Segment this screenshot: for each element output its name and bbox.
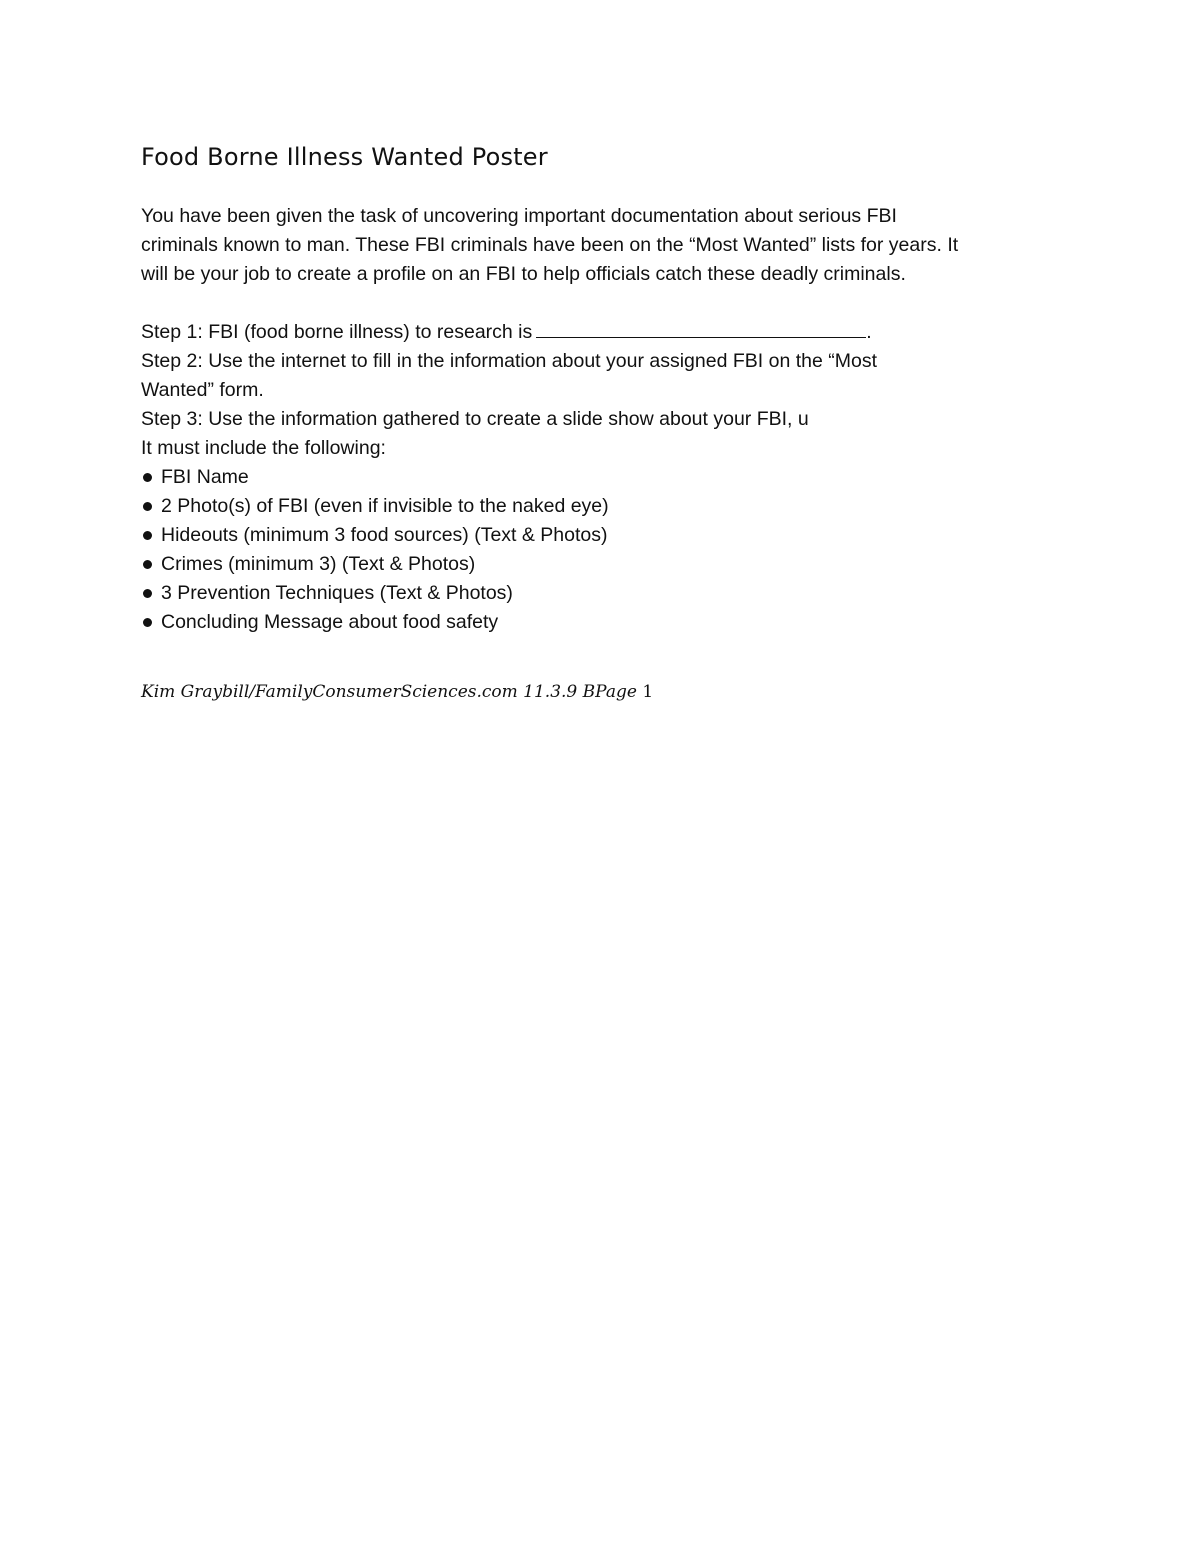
list-item-text: Crimes (minimum 3) (Text & Photos) bbox=[161, 553, 476, 575]
page-number: 1 bbox=[642, 682, 654, 702]
list-item bbox=[141, 521, 1081, 550]
include-intro: It must include the following: bbox=[141, 437, 386, 459]
intro-line: will be your job to create a profile on an FBI to help officials catch these deadly criminals. bbox=[141, 263, 906, 285]
list-item-text: Concluding Message about food safety bbox=[161, 611, 499, 633]
steps-section bbox=[141, 318, 1081, 637]
bullet-icon bbox=[143, 618, 152, 627]
bullet-icon bbox=[143, 473, 152, 482]
step-2-line: Wanted” form. bbox=[141, 379, 264, 401]
list-item-text: 2 Photo(s) of FBI (even if invisible to the naked eye) bbox=[161, 495, 609, 517]
list-item bbox=[141, 463, 1081, 492]
step-1 bbox=[141, 318, 1081, 347]
fbi-blank-line bbox=[536, 319, 866, 338]
list-item bbox=[141, 550, 1081, 579]
footer-credit: Kim Graybill/FamilyConsumerSciences.com 11.3.9 BPage bbox=[141, 682, 637, 702]
document-title: Food Borne Illness Wanted Poster bbox=[141, 143, 548, 171]
intro-line: criminals known to man. These FBI criminals have been on the “Most Wanted” lists for years. It bbox=[141, 234, 959, 256]
bullet-icon bbox=[143, 531, 152, 540]
list-item bbox=[141, 608, 1081, 637]
document-content bbox=[141, 140, 1081, 704]
bullet-icon bbox=[143, 502, 152, 511]
list-item bbox=[141, 492, 1081, 521]
step-3: Step 3: Use the information gathered to create a slide show about your FBI, u bbox=[141, 408, 809, 430]
step-1-text: Step 1: FBI (food borne illness) to research is bbox=[141, 321, 533, 343]
page-footer bbox=[141, 680, 1081, 704]
list-item-text: Hideouts (minimum 3 food sources) (Text & Photos) bbox=[161, 524, 608, 546]
bullet-icon bbox=[143, 589, 152, 598]
requirements-list bbox=[141, 463, 1081, 637]
intro-line: You have been given the task of uncovering important documentation about serious FBI bbox=[141, 205, 897, 227]
bullet-icon bbox=[143, 560, 152, 569]
list-item-text: FBI Name bbox=[161, 466, 249, 488]
list-item-text: 3 Prevention Techniques (Text & Photos) bbox=[161, 582, 513, 604]
intro-paragraph bbox=[141, 202, 1081, 289]
list-item bbox=[141, 579, 1081, 608]
step-2-line: Step 2: Use the internet to fill in the information about your assigned FBI on the “Most bbox=[141, 350, 877, 372]
step-1-period: . bbox=[866, 321, 872, 343]
